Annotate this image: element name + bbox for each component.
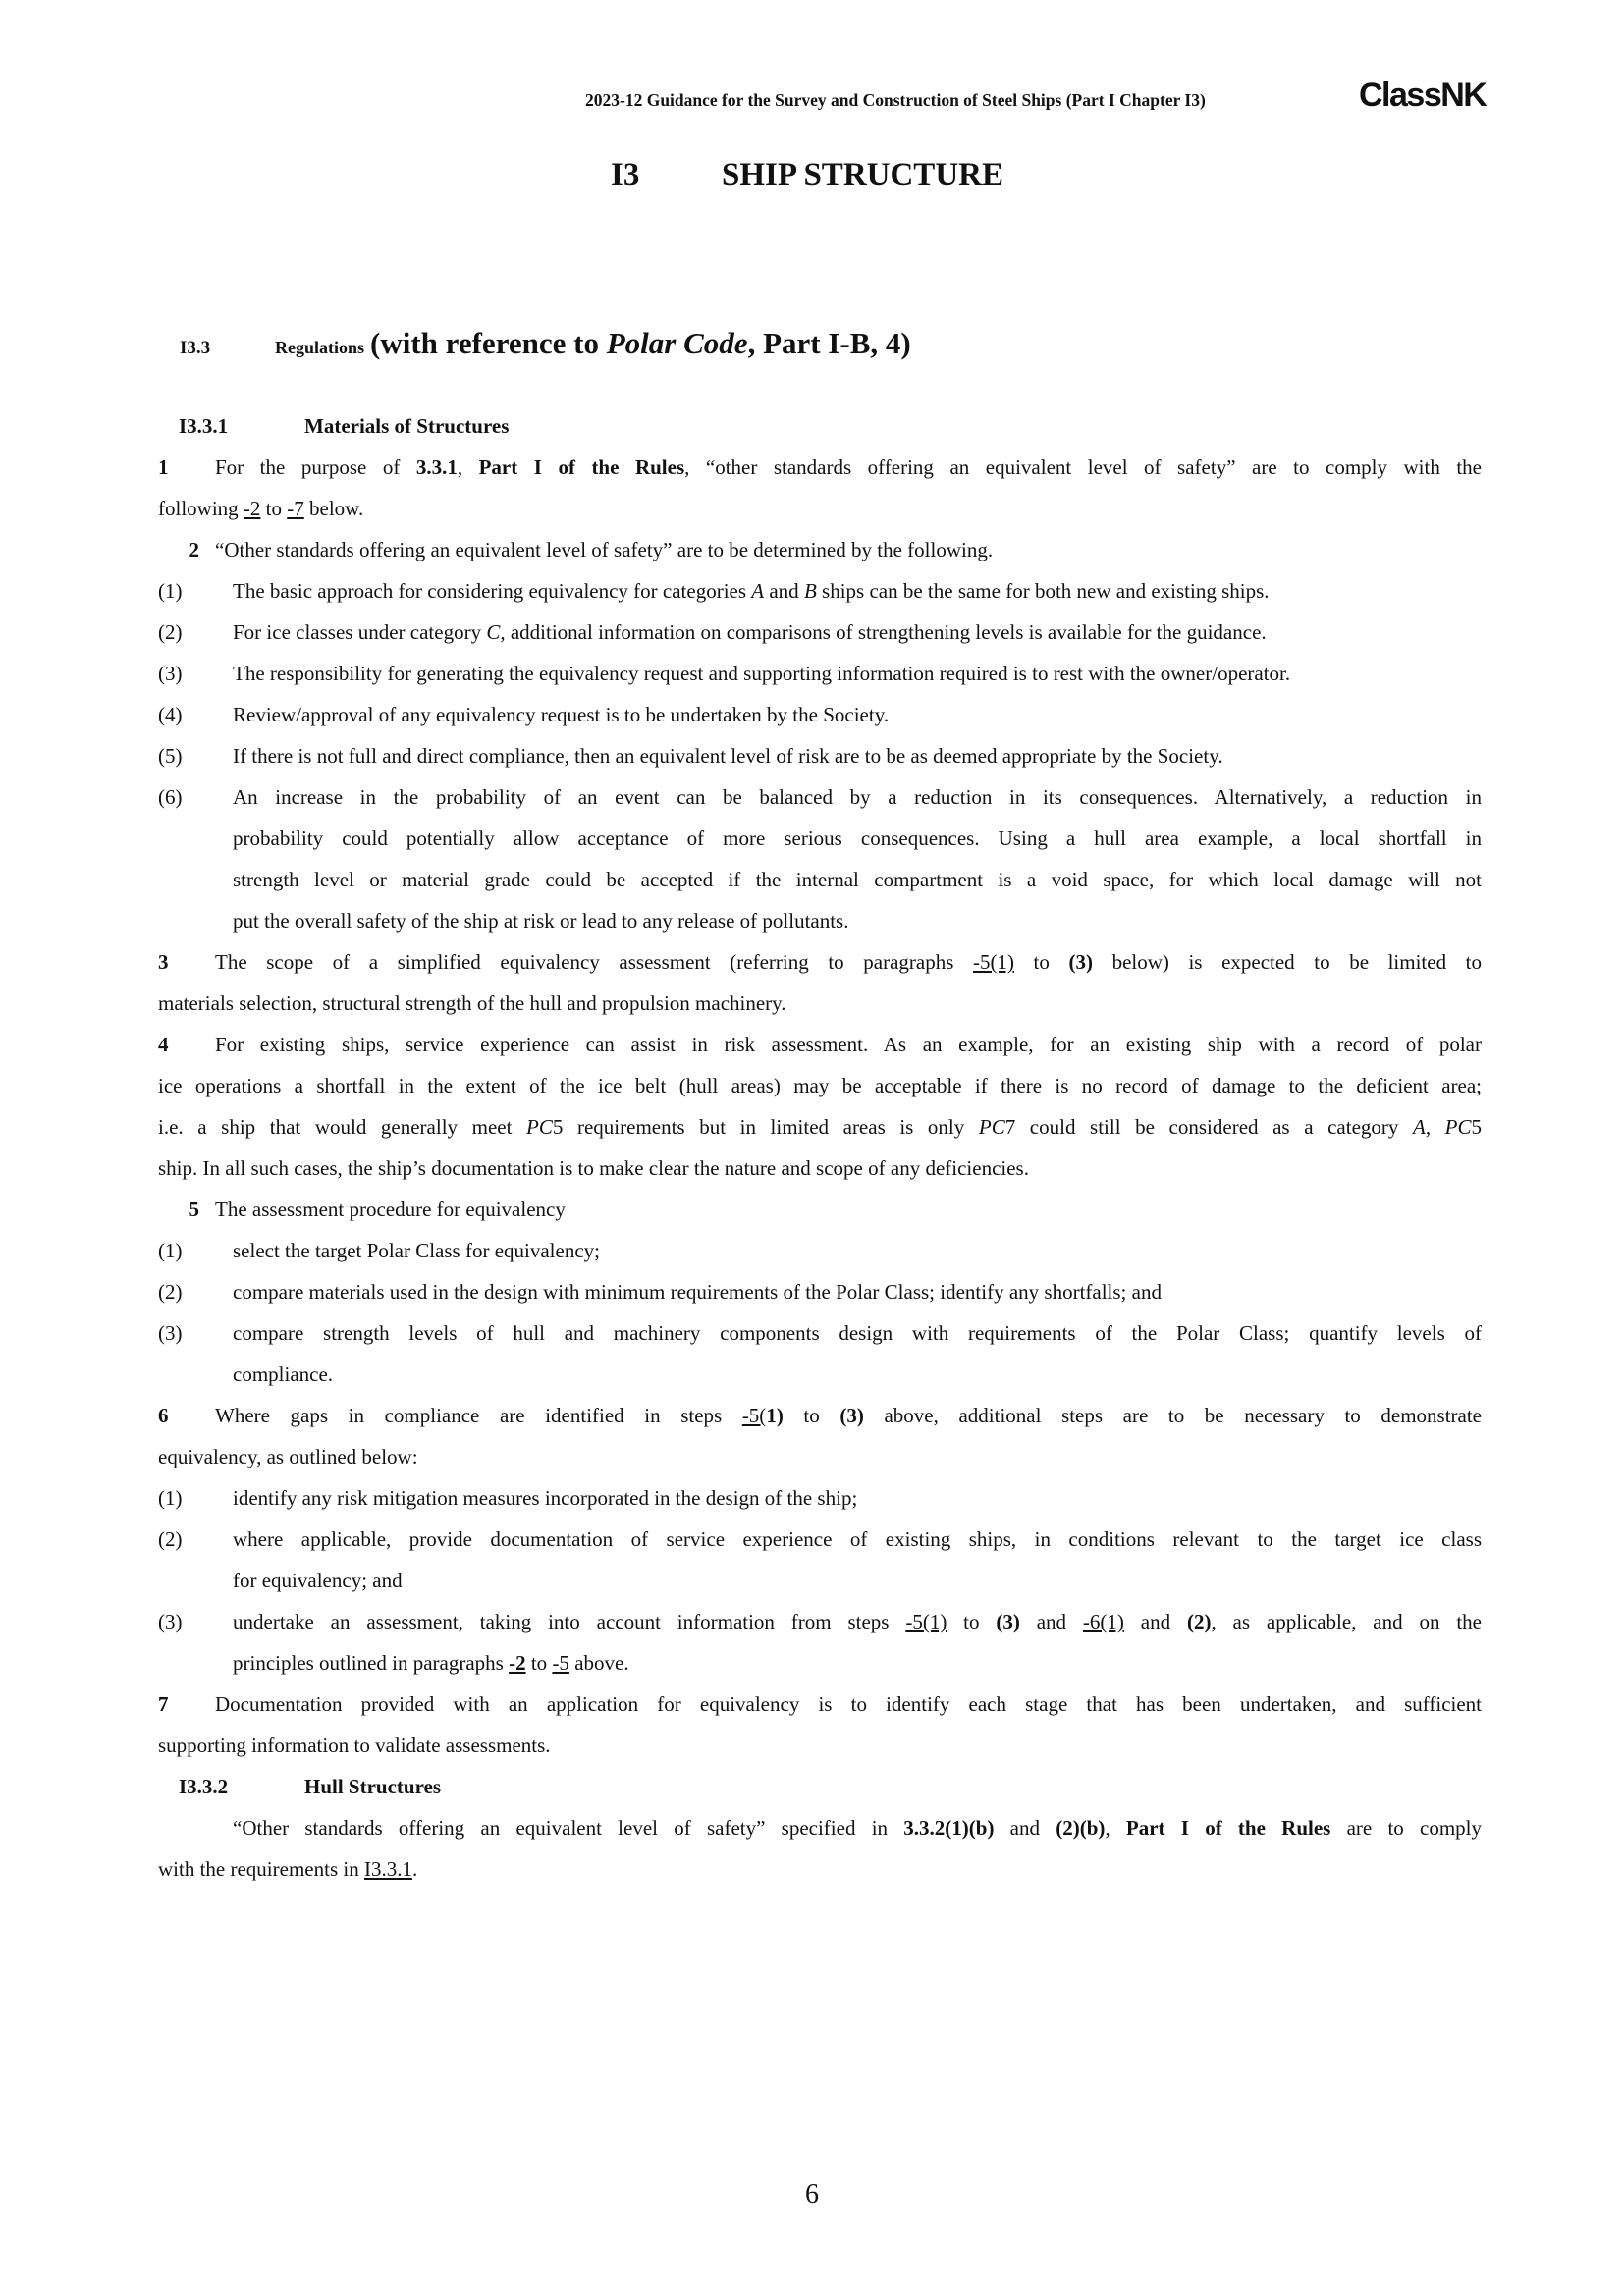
text-run: A — [1413, 1115, 1426, 1139]
text-run: (2) — [1186, 1610, 1212, 1633]
text-run: , additional information on comparisons of strengthening levels is available for the guidance. — [500, 620, 1267, 644]
paragraph-7-line-1 — [158, 1690, 1482, 1718]
subsection-title: Materials of Structures — [304, 414, 510, 438]
list-marker: (2) — [158, 1280, 183, 1304]
paragraph-link[interactable]: -6(1) — [1082, 1610, 1124, 1633]
text-run: ship. In all such cases, the ship’s documentation is to make clear the nature and scope of any deficiencies. — [158, 1156, 1029, 1180]
list-item — [158, 1484, 1482, 1512]
paragraph-4-line-3 — [158, 1113, 1482, 1141]
list-item-continuation — [233, 1361, 1556, 1388]
list-item — [158, 618, 1482, 646]
text-run: , — [1105, 1816, 1126, 1840]
text-run: to — [260, 497, 288, 520]
section-heading — [180, 326, 911, 361]
paragraph-link[interactable]: -5(1) — [972, 950, 1014, 974]
list-marker: (6) — [158, 785, 183, 809]
text-run: For ice classes under category — [233, 620, 487, 644]
page-number: 6 — [805, 2179, 819, 2210]
paragraph-4-line-1 — [158, 1031, 1482, 1058]
list-marker: (5) — [158, 744, 183, 768]
paragraph-1-line-1 — [158, 454, 1482, 481]
rule-ref: Part I of the Rules — [478, 455, 685, 479]
text-run: materials selection, structural strength of the hull and propulsion machinery. — [158, 991, 786, 1015]
text-run: For existing ships, service experience can assist in risk assessment. As an example, for an existing ship with a record of polar — [215, 1033, 1482, 1056]
list-item — [158, 1319, 1482, 1347]
list-marker: (3) — [158, 662, 183, 685]
list-item — [158, 1237, 1482, 1264]
paragraph-2 — [158, 536, 1482, 563]
text-run: and — [1123, 1610, 1187, 1633]
list-marker: (1) — [158, 579, 183, 603]
paragraph-7-line-2 — [158, 1732, 1482, 1759]
paragraph-4-line-2 — [158, 1072, 1482, 1099]
subsection-title: Hull Structures — [304, 1775, 442, 1798]
text-run: identify any risk mitigation measures incorporated in the design of the ship; — [233, 1486, 858, 1510]
text-run: “Other standards offering an equivalent level of safety” specified in — [233, 1816, 904, 1840]
paragraph-8-line-1 — [233, 1814, 1482, 1842]
list-marker: (1) — [158, 1239, 183, 1262]
text-run: above, additional steps are to be necessary to demonstrate — [863, 1404, 1483, 1427]
text-run: below) is expected to be limited to — [1092, 950, 1483, 974]
section-word: Regulations — [275, 338, 365, 357]
text-run: undertake an assessment, taking into account information from steps — [233, 1610, 906, 1633]
paragraph-number: 6 — [158, 1404, 169, 1427]
text-run: and — [1019, 1610, 1083, 1633]
text-run: PC — [1444, 1115, 1472, 1139]
subsection-heading-1 — [179, 412, 1502, 440]
text-run: (3) — [839, 1404, 864, 1427]
text-run: (3) — [1068, 950, 1093, 974]
text-run: An increase in the probability of an event can be balanced by a reduction in its consequences. Alternatively, a reduction in — [233, 785, 1482, 809]
text-run: The responsibility for generating the equivalency request and supporting information required is to rest with the owner/operator. — [233, 662, 1291, 685]
text-run: following — [158, 497, 244, 520]
text-run: Where gaps in compliance are identified in steps — [215, 1404, 742, 1427]
text-run: The scope of a simplified equivalency assessment (referring to paragraphs — [215, 950, 973, 974]
chapter-name: SHIP STRUCTURE — [722, 157, 1003, 192]
text-run: to — [525, 1651, 553, 1675]
list-item — [158, 660, 1482, 687]
text-run: ships can be the same for both new and existing ships. — [816, 579, 1270, 603]
paragraph-link[interactable]: -2 — [243, 497, 261, 520]
list-item — [158, 1525, 1482, 1553]
list-marker: (3) — [158, 1321, 183, 1345]
text-run: probability could potentially allow acceptance of more serious consequences. Using a hull area example, a local shortfall in — [233, 827, 1482, 850]
text-run: to — [947, 1610, 997, 1633]
list-item — [158, 701, 1482, 728]
text-run: for equivalency; and — [233, 1569, 403, 1592]
text-run: to — [783, 1404, 840, 1427]
text-run: C — [486, 620, 501, 644]
paragraph-link[interactable]: -5( — [741, 1404, 767, 1427]
list-marker: (1) — [158, 1486, 183, 1510]
paragraph-link[interactable]: -5 — [552, 1651, 569, 1675]
paragraph-8-line-2 — [158, 1855, 1482, 1883]
text-run: are to comply — [1330, 1816, 1483, 1840]
paragraph-3-line-1 — [158, 948, 1482, 976]
list-item-continuation — [233, 1649, 1556, 1677]
text-run: select the target Polar Class for equivalency; — [233, 1239, 600, 1262]
subsection-heading-2 — [179, 1773, 1502, 1800]
text-run: (3) — [996, 1610, 1020, 1633]
section-heading-italic: Polar Code — [606, 326, 748, 360]
list-marker: (3) — [158, 1610, 183, 1633]
text-run: , “other standards offering an equivalent level of safety” are to comply with the — [684, 455, 1483, 479]
list-marker: (2) — [158, 620, 183, 644]
list-item-continuation — [233, 1567, 1556, 1594]
paragraph-number: 5 — [189, 1198, 199, 1221]
text-run: PC — [526, 1115, 553, 1139]
paragraph-number: 1 — [158, 455, 169, 479]
text-run: with the requirements in — [158, 1857, 364, 1881]
text-run: For the purpose of — [215, 455, 416, 479]
text-run: 5 requirements but in limited areas is only — [552, 1115, 979, 1139]
list-item — [158, 783, 1482, 811]
list-item-continuation — [233, 825, 1482, 852]
list-item — [158, 742, 1482, 770]
paragraph-3-line-2 — [158, 989, 1482, 1017]
subsection-number: I3.3.2 — [179, 1775, 229, 1798]
text-run: 1) — [766, 1404, 784, 1427]
text-run: ice operations a shortfall in the extent of the ice belt (hull areas) may be acceptable if there is no record of damage to the deficient area; — [158, 1074, 1482, 1097]
text-run: A — [751, 579, 765, 603]
list-item — [158, 1278, 1482, 1306]
text-run: put the overall safety of the ship at risk or lead to any release of pollutants. — [233, 909, 849, 933]
list-marker: (2) — [158, 1527, 183, 1551]
paragraph-4-line-4 — [158, 1154, 1482, 1182]
rule-ref: 3.3.2(1)(b) — [903, 1816, 995, 1840]
list-marker: (4) — [158, 703, 183, 726]
text-run: to — [1013, 950, 1069, 974]
text-run: equivalency, as outlined below: — [158, 1445, 418, 1468]
paragraph-number: 7 — [158, 1692, 169, 1716]
text-run: 5 — [1471, 1115, 1483, 1139]
text-run: , — [457, 455, 479, 479]
list-item — [158, 577, 1482, 605]
running-title: 2023-12 Guidance for the Survey and Construction of Steel Ships (Part I Chapter I3) — [585, 90, 1206, 110]
text-run: compare materials used in the design with minimum requirements of the Polar Class; identify any shortfalls; and — [233, 1280, 1162, 1304]
text-run: below. — [303, 497, 364, 520]
text-run: where applicable, provide documentation of service experience of existing ships, in conditions relevant to the target ice class — [233, 1527, 1482, 1551]
rule-ref: Part I of the Rules — [1125, 1816, 1331, 1840]
text-run: Review/approval of any equivalency request is to be undertaken by the Society. — [233, 703, 890, 726]
rule-ref: 3.3.1 — [415, 455, 458, 479]
text-run: B — [803, 579, 817, 603]
classnk-logo: ClassNK — [1359, 77, 1487, 114]
paragraph-link[interactable]: -5(1) — [905, 1610, 947, 1633]
rule-ref: (2)(b) — [1056, 1816, 1106, 1840]
text-run: compare strength levels of hull and machinery components design with requirements of the Polar Class; quantify levels of — [233, 1321, 1482, 1345]
paragraph-5 — [158, 1196, 1482, 1223]
text-run: The basic approach for considering equivalency for categories — [233, 579, 752, 603]
paragraph-number: 2 — [189, 538, 199, 561]
text-run: above. — [568, 1651, 629, 1675]
subsection-number: I3.3.1 — [179, 414, 229, 438]
text-run: “Other standards offering an equivalent level of safety” are to be determined by the following. — [215, 538, 994, 561]
text-run: principles outlined in paragraphs — [233, 1651, 510, 1675]
paragraph-link[interactable]: -7 — [287, 497, 304, 520]
text-run: supporting information to validate assessments. — [158, 1734, 551, 1757]
paragraph-1-line-2 — [158, 495, 1482, 522]
list-item-continuation — [233, 907, 1556, 934]
text-run: The assessment procedure for equivalency — [215, 1198, 566, 1221]
text-run: and — [764, 579, 804, 603]
text-run: strength level or material grade could be accepted if the internal compartment is a void space, for which local damage will not — [233, 868, 1482, 891]
paragraph-6-line-1 — [158, 1402, 1482, 1429]
text-run: and — [994, 1816, 1056, 1840]
section-number: I3.3 — [180, 338, 211, 358]
text-run: . — [411, 1857, 418, 1881]
chapter-title — [611, 157, 1003, 193]
paragraph-number: 3 — [158, 950, 169, 974]
paragraph-number: 4 — [158, 1033, 169, 1056]
list-item-continuation — [233, 866, 1482, 893]
text-run: compliance. — [233, 1362, 334, 1386]
paragraph-6-line-2 — [158, 1443, 1482, 1470]
list-item — [158, 1608, 1482, 1635]
text-run: , as applicable, and on the — [1211, 1610, 1482, 1633]
text-run: , — [1425, 1115, 1445, 1139]
section-heading-post: , Part I-B, 4) — [747, 326, 911, 360]
chapter-number: I3 — [611, 157, 640, 192]
text-run: If there is not full and direct compliance, then an equivalent level of risk are to be as deemed appropriate by the Society. — [233, 744, 1223, 768]
section-heading-pre: (with reference to — [370, 326, 607, 360]
text-run: i.e. a ship that would generally meet — [158, 1115, 527, 1139]
paragraph-link[interactable]: -2 — [509, 1651, 526, 1675]
paragraph-link[interactable]: I3.3.1 — [363, 1857, 412, 1881]
text-run: Documentation provided with an application for equivalency is to identify each stage that has been undertaken, and sufficient — [215, 1692, 1482, 1716]
text-run: 7 could still be considered as a category — [1004, 1115, 1413, 1139]
text-run: PC — [978, 1115, 1005, 1139]
